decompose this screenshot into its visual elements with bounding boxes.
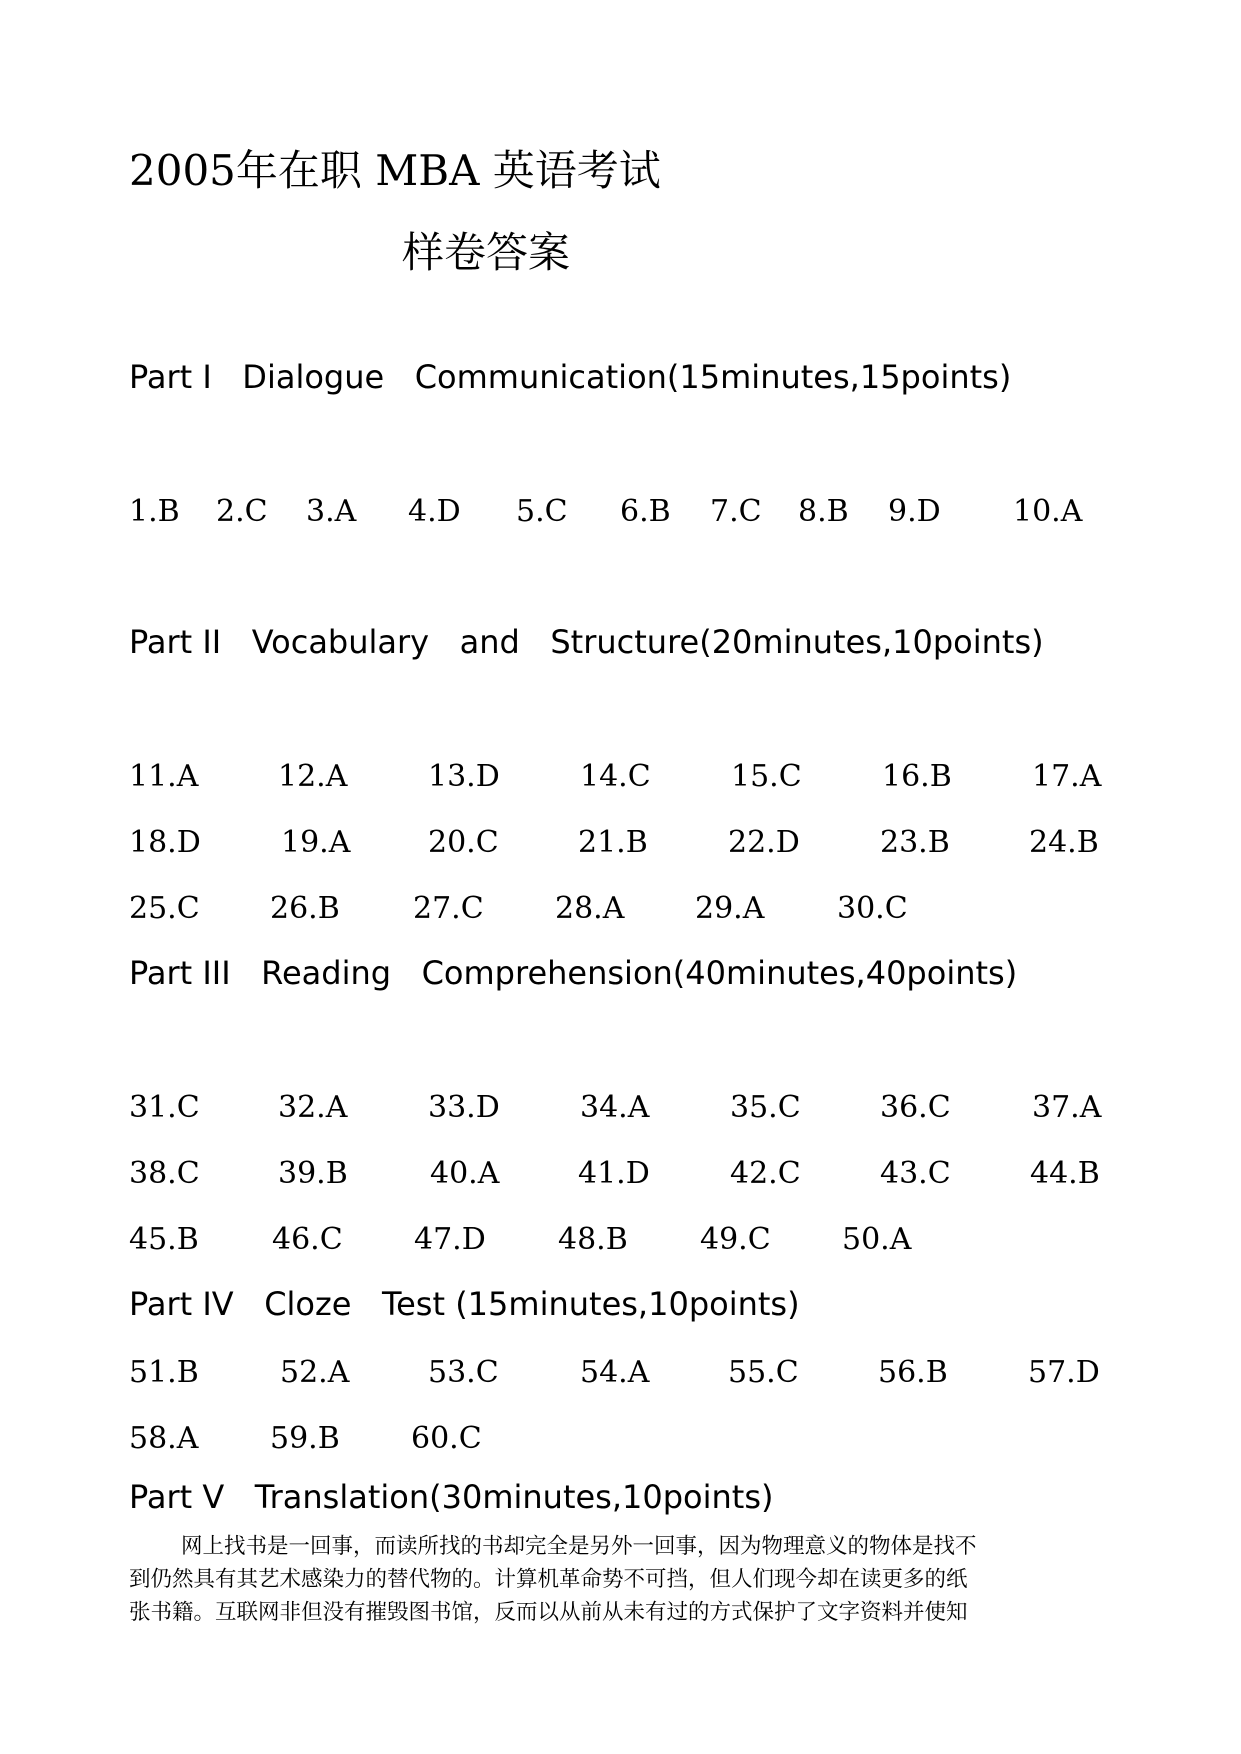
answer-row: [0, 825, 1241, 865]
page-subtitle: 样卷答案: [402, 228, 571, 277]
answer-item: 17.A: [1032, 759, 1102, 794]
answer-item: 13.D: [428, 759, 500, 794]
answer-item: 44.B: [1030, 1156, 1100, 1191]
answer-item: 28.A: [555, 891, 625, 926]
answer-item: 2.C: [216, 494, 268, 529]
answer-row: [0, 1090, 1241, 1130]
answer-row: [0, 891, 1241, 931]
part-4-heading: Part IV Cloze Test (15minutes,10points): [129, 1285, 800, 1323]
answer-item: 51.B: [129, 1355, 199, 1390]
answer-item: 47.D: [414, 1222, 486, 1257]
answer-item: 55.C: [728, 1355, 799, 1390]
answer-item: 40.A: [430, 1156, 500, 1191]
answer-item: 24.B: [1029, 825, 1099, 860]
answer-item: 53.C: [428, 1355, 499, 1390]
answer-item: 59.B: [270, 1421, 340, 1456]
answer-item: 26.B: [270, 891, 340, 926]
answer-item: 52.A: [280, 1355, 350, 1390]
answer-item: 16.B: [882, 759, 952, 794]
translation-paragraph: [129, 1530, 1119, 1629]
answer-item: 1.B: [129, 494, 180, 529]
answer-item: 46.C: [272, 1222, 343, 1257]
answer-item: 18.D: [129, 825, 201, 860]
answer-item: 33.D: [428, 1090, 500, 1125]
part-3-heading: Part III Reading Comprehension(40minutes,40points): [129, 954, 1018, 992]
answer-row: [0, 1156, 1241, 1196]
answer-row: [0, 1421, 1241, 1461]
translation-line: 张书籍。互联网非但没有摧毁图书馆，反而以从前从未有过的方式保护了文字资料并使知: [129, 1600, 968, 1625]
answer-item: 30.C: [837, 891, 908, 926]
answer-row: [0, 494, 1241, 534]
answer-item: 4.D: [408, 494, 461, 529]
page-title: 2005年在职 MBA 英语考试: [129, 146, 661, 195]
answer-item: 49.C: [700, 1222, 771, 1257]
answer-item: 19.A: [281, 825, 351, 860]
answer-item: 7.C: [710, 494, 762, 529]
answer-item: 43.C: [880, 1156, 951, 1191]
translation-line: 到仍然具有其艺术感染力的替代物的。计算机革命势不可挡，但人们现今却在读更多的纸: [129, 1567, 968, 1592]
part-2-heading: Part II Vocabulary and Structure(20minutes,10points): [129, 623, 1044, 661]
answer-item: 25.C: [129, 891, 200, 926]
answer-item: 5.C: [516, 494, 568, 529]
answer-item: 39.B: [278, 1156, 348, 1191]
answer-item: 10.A: [1013, 494, 1083, 529]
answer-item: 20.C: [428, 825, 499, 860]
answer-item: 34.A: [580, 1090, 650, 1125]
answer-item: 38.C: [129, 1156, 200, 1191]
part-5-heading: Part V Translation(30minutes,10points): [129, 1478, 774, 1516]
answer-item: 15.C: [731, 759, 802, 794]
answer-item: 27.C: [413, 891, 484, 926]
answer-item: 37.A: [1032, 1090, 1102, 1125]
translation-line: 网上找书是一回事，而读所找的书却完全是另外一回事，因为物理意义的物体是找不: [181, 1534, 977, 1559]
answer-item: 22.D: [728, 825, 800, 860]
answer-item: 54.A: [580, 1355, 650, 1390]
answer-item: 21.B: [578, 825, 648, 860]
answer-item: 56.B: [878, 1355, 948, 1390]
answer-item: 31.C: [129, 1090, 200, 1125]
answer-item: 48.B: [558, 1222, 628, 1257]
answer-row: [0, 1222, 1241, 1262]
answer-item: 50.A: [842, 1222, 912, 1257]
answer-item: 42.C: [730, 1156, 801, 1191]
answer-item: 41.D: [578, 1156, 650, 1191]
answer-item: 8.B: [798, 494, 849, 529]
answer-item: 6.B: [620, 494, 671, 529]
answer-item: 9.D: [888, 494, 941, 529]
answer-item: 29.A: [695, 891, 765, 926]
answer-item: 57.D: [1028, 1355, 1100, 1390]
answer-item: 35.C: [730, 1090, 801, 1125]
answer-item: 23.B: [880, 825, 950, 860]
answer-row: [0, 1355, 1241, 1395]
answer-item: 60.C: [411, 1421, 482, 1456]
answer-item: 32.A: [278, 1090, 348, 1125]
answer-item: 36.C: [880, 1090, 951, 1125]
answer-item: 3.A: [306, 494, 357, 529]
answer-row: [0, 759, 1241, 799]
answer-item: 45.B: [129, 1222, 199, 1257]
part-1-heading: Part I Dialogue Communication(15minutes,15points): [129, 358, 1012, 396]
answer-item: 11.A: [129, 759, 199, 794]
answer-item: 58.A: [129, 1421, 199, 1456]
answer-item: 14.C: [580, 759, 651, 794]
answer-item: 12.A: [278, 759, 348, 794]
